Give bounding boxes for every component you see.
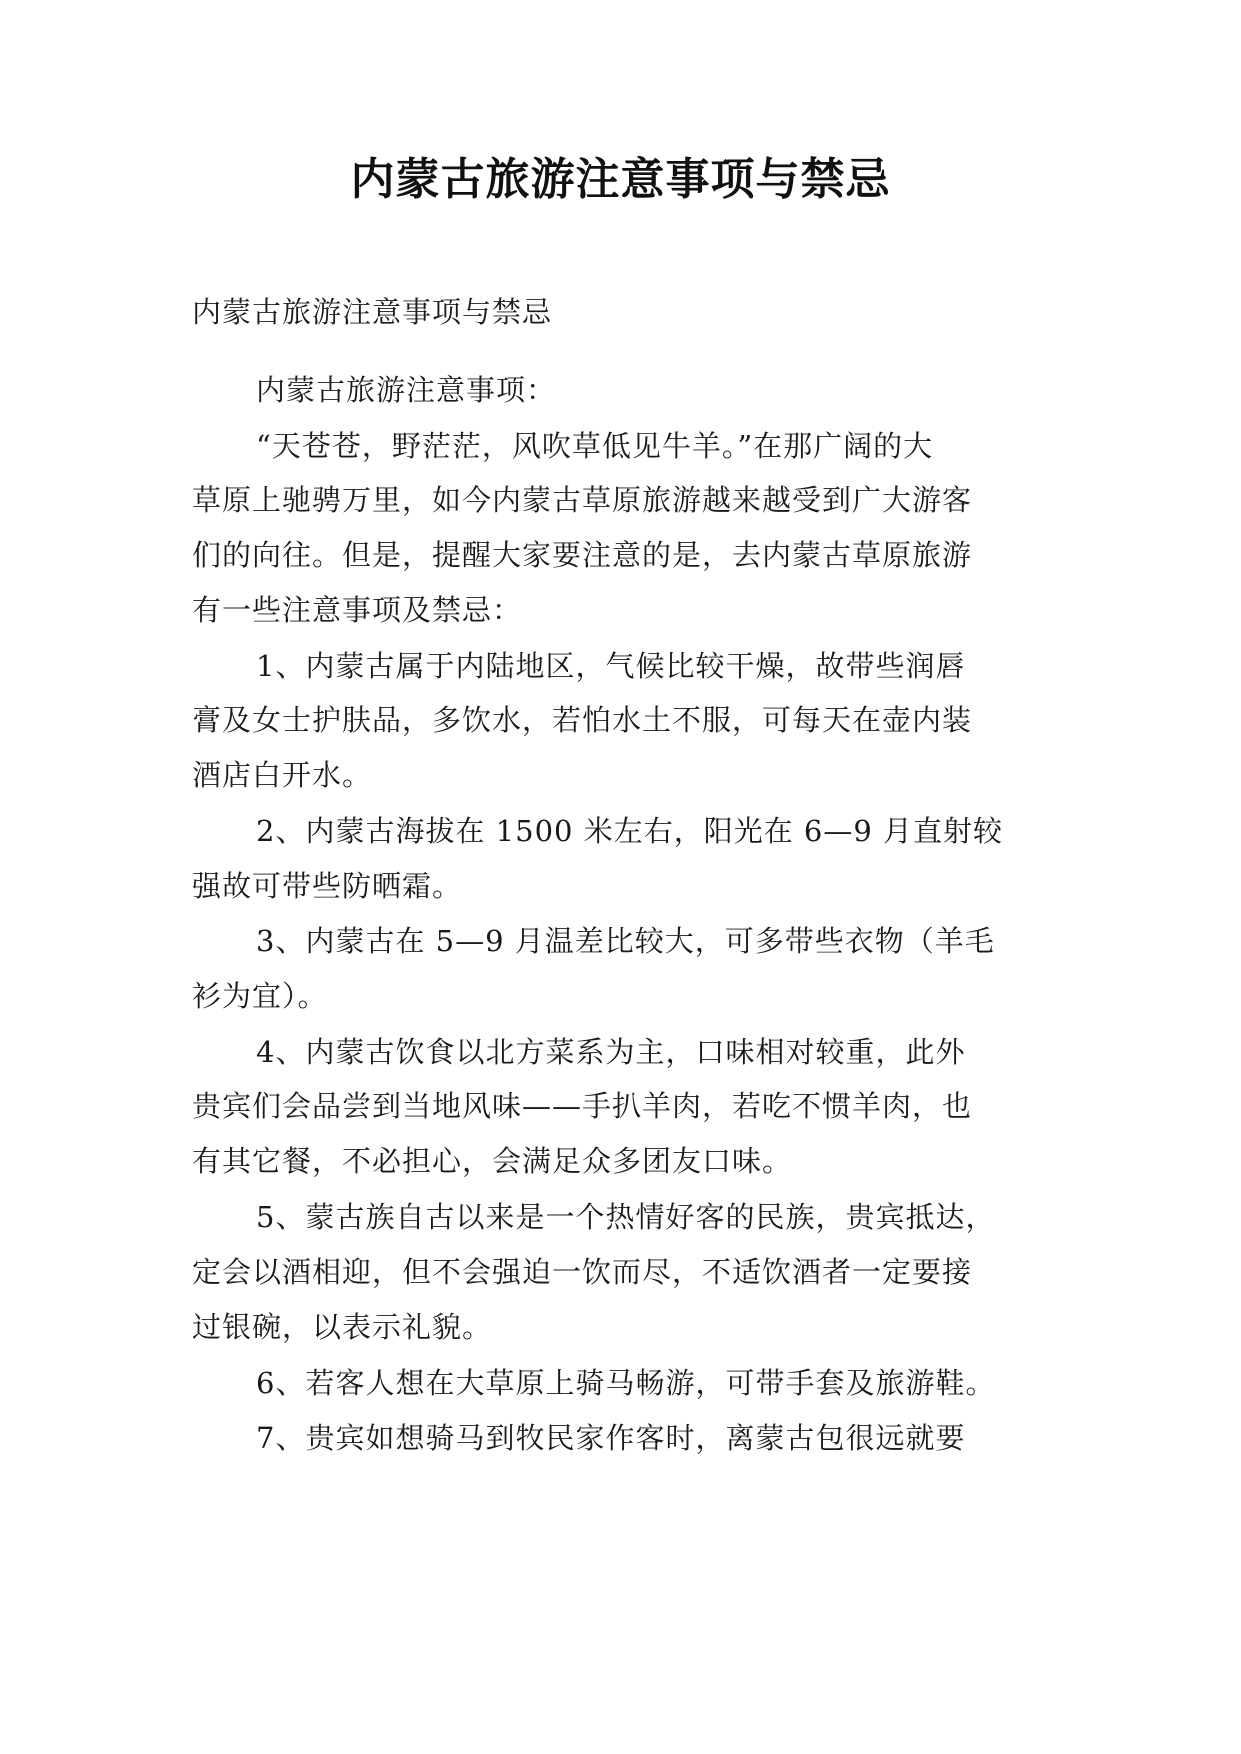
list-item-line: 定会以酒相迎，但不会强迫一饮而尽，不适饮酒者一定要接 (192, 1255, 973, 1289)
list-item-line: 过银碗，以表示礼貌。 (192, 1310, 493, 1344)
list-item-line: 酒店白开水。 (192, 758, 373, 792)
document-subheading: 内蒙古旅游注意事项与禁忌 (192, 295, 553, 329)
document-title: 内蒙古旅游注意事项与禁忌 (350, 154, 891, 205)
list-item-line: 膏及女士护肤品，多饮水，若怕水土不服，可每天在壶内装 (192, 703, 973, 737)
section-heading: 内蒙古旅游注意事项： (256, 373, 557, 407)
list-item-line: 5、蒙古族自古以来是一个热情好客的民族，贵宾抵达， (256, 1200, 996, 1234)
list-item-line: 2、内蒙古海拔在 1500 米左右，阳光在 6—9 月直射较 (256, 814, 1004, 848)
list-item-line: 强故可带些防晒霜。 (192, 869, 463, 903)
list-item-line: 4、内蒙古饮食以北方菜系为主，口味相对较重，此外 (256, 1035, 966, 1069)
paragraph-line: “天苍苍，野茫茫，风吹草低见牛羊。”在那广阔的大 (256, 429, 934, 463)
paragraph-line: 们的向往。但是，提醒大家要注意的是，去内蒙古草原旅游 (192, 538, 973, 572)
paragraph-line: 草原上驰骋万里，如今内蒙古草原旅游越来越受到广大游客 (192, 483, 973, 517)
list-item-line: 1、内蒙古属于内陆地区，气候比较干燥，故带些润唇 (256, 649, 966, 683)
paragraph-line: 有一些注意事项及禁忌： (192, 593, 523, 627)
list-item-line: 有其它餐，不必担心，会满足众多团友口味。 (192, 1144, 793, 1178)
list-item-line: 3、内蒙古在 5—9 月温差比较大，可多带些衣物（羊毛 (256, 924, 995, 958)
list-item-line: 6、若客人想在大草原上骑马畅游，可带手套及旅游鞋。 (256, 1366, 996, 1400)
list-item-line: 贵宾们会品尝到当地风味——手扒羊肉，若吃不惯羊肉，也 (192, 1089, 973, 1123)
list-item-line: 衫为宜）。 (192, 979, 328, 1013)
list-item-line: 7、贵宾如想骑马到牧民家作客时，离蒙古包很远就要 (256, 1421, 966, 1455)
